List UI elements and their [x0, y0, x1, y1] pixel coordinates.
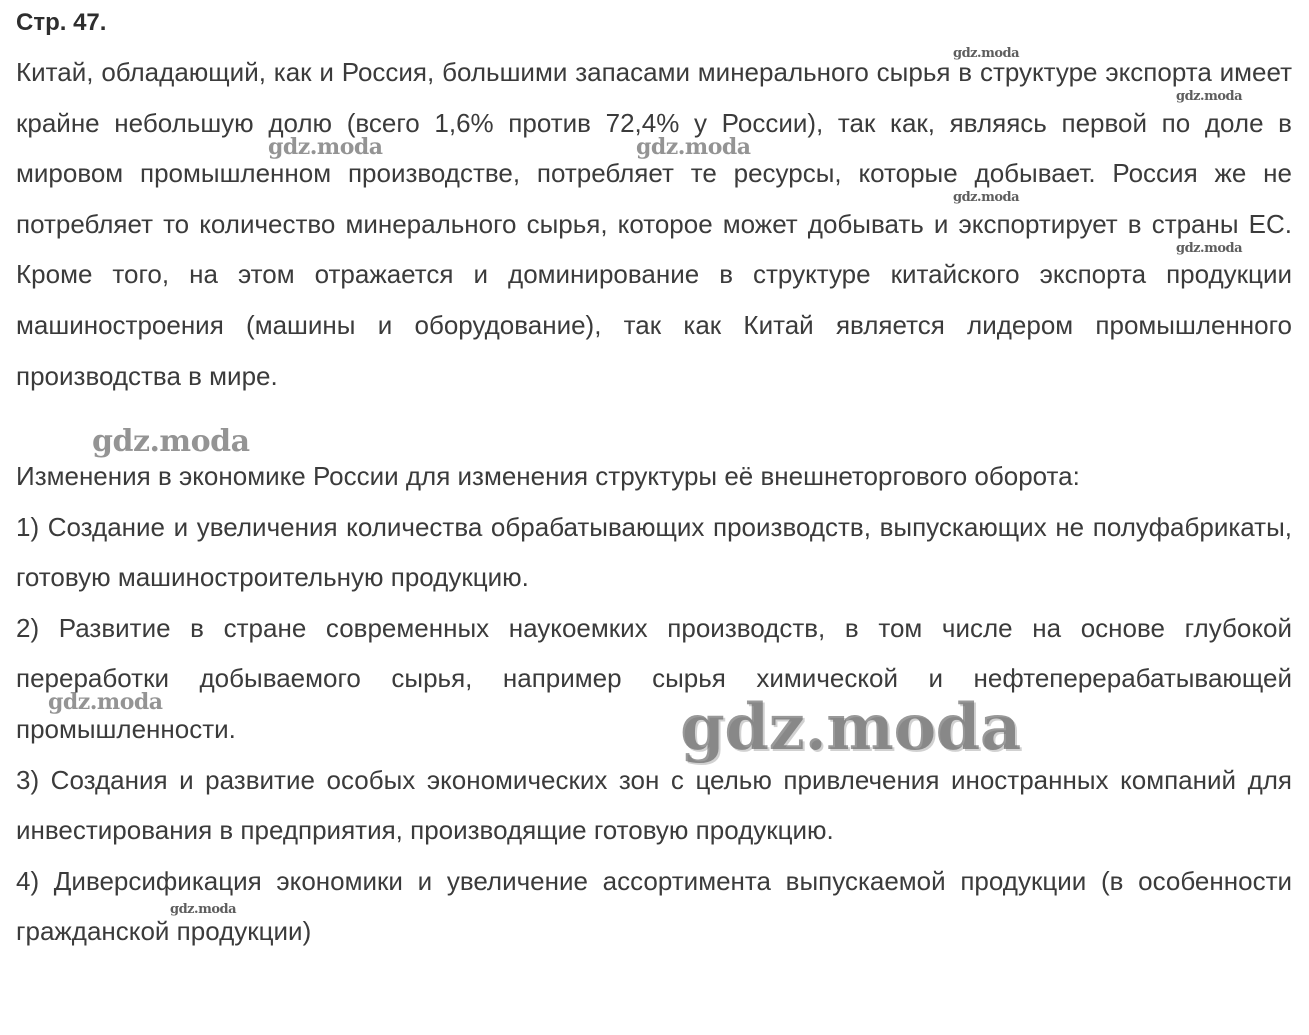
paragraph-changes-intro: Изменения в экономике России для изменения структуры её внешнеторгового оборота:	[16, 461, 1080, 491]
watermark: gdz.moda	[170, 902, 237, 917]
list-item-1: 1) Создание и увеличения количества обрабатывающих производств, выпускающих не полуфабрикаты, готовую машиностроительную продукцию.	[16, 511, 1292, 593]
watermark: gdz.moda	[48, 689, 163, 715]
page-title: Стр. 47.	[16, 9, 107, 36]
watermark: gdz.moda	[1176, 241, 1243, 256]
text-block-comparison	[16, 47, 1292, 401]
watermark: gdz.moda	[953, 190, 1020, 205]
list-item-2: 2) Развитие в стране современных наукоемких производств, в том числе на основе глубокой переработки добываемого сырья, например сырья химической и нефтеперерабатывающей промышленности.	[16, 612, 1292, 744]
watermark: gdz.moda	[92, 424, 250, 459]
watermark: gdz.moda	[1176, 89, 1243, 104]
text-block-changes	[16, 451, 1292, 957]
list-item-3: 3) Создания и развитие особых экономических зон с целью привлечения иностранных компаний для инвестирования в предприятия, производящие готовую продукцию.	[16, 764, 1292, 846]
list-item-4: 4) Диверсификация экономики и увеличение ассортимента выпускаемой продукции (в особенности гражданской продукции)	[16, 865, 1292, 947]
watermark: gdz.moda	[636, 134, 751, 160]
watermark: gdz.moda	[268, 134, 383, 160]
watermark: gdz.moda	[953, 46, 1020, 61]
paragraph-china-russia: Китай, обладающий, как и Россия, большими запасами минерального сырья в структуре экспорта имеет крайне небольшую долю (всего 1,6% против 72,4% у России), так как, являясь первой по доле в мировом промышленном производстве, потребляет те ресурсы, которые добывает. Россия же не потребляет то количество минерального сырья, которое может добывать и экспортирует в страны ЕС. Кроме того, на этом отражается и доминирование в структуре китайского экспорта продукции машиностроения (машины и оборудование), так как Китай является лидером промышленного производства в мире.	[16, 57, 1292, 391]
watermark: gdz.moda	[680, 690, 1021, 765]
